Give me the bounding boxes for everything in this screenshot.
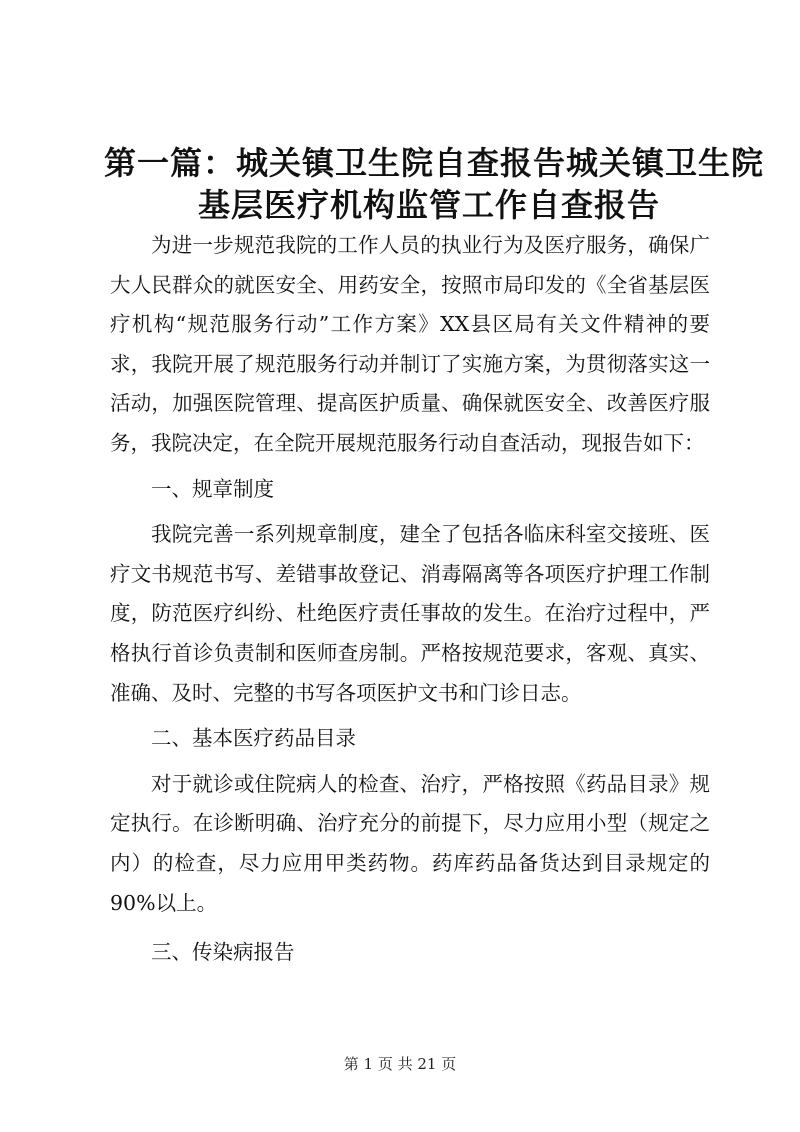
regulations-paragraph: 我院完善一系列规章制度，建全了包括各临床科室交接班、医疗文书规范书写、差错事故登记、消毒隔离等各项医疗护理工作制度，防范医疗纠纷、杜绝医疗责任事故的发生。在治疗过程中，严格执行首诊负责制和医师查房制。严格按规范要求，客观、真实、准确、及时、完整的书写各项医护文书和门诊日志。	[110, 522, 710, 705]
intro-paragraph: 为进一步规范我院的工作人员的执业行为及医疗服务，确保广大人民群众的就医安全、用药安全，按照市局印发的《全省基层医疗机构“规范服务行动”工作方案》XX县区局有关文件精神的要求，我院开展了规范服务行动并制订了实施方案，为贯彻落实这一活动，加强医院管理、提高医护质量、确保就医安全、改善医疗服务，我院决定，在全院开展规范服务行动自查活动，现报告如下：	[110, 233, 710, 455]
page-footer: 第 1 页 共 21 页	[343, 1055, 457, 1073]
drug-catalog-paragraph: 对于就诊或住院病人的检查、治疗，严格按照《药品目录》规定执行。在诊断明确、治疗充分的前提下，尽力应用小型（规定之内）的检查，尽力应用甲类药物。药库药品备货达到目录规定的90%以上。	[110, 771, 710, 915]
section-heading-regulations: 一、规章制度	[151, 476, 274, 501]
document-title-line-2: 基层医疗机构监管工作自查报告	[198, 186, 661, 224]
document-title-line-1: 第一篇：城关镇卫生院自查报告城关镇卫生院	[104, 144, 765, 182]
section-heading-drug-catalog: 二、基本医疗药品目录	[151, 726, 356, 751]
document-body	[110, 226, 710, 973]
section-heading-infectious-disease: 三、传染病报告	[151, 940, 295, 965]
